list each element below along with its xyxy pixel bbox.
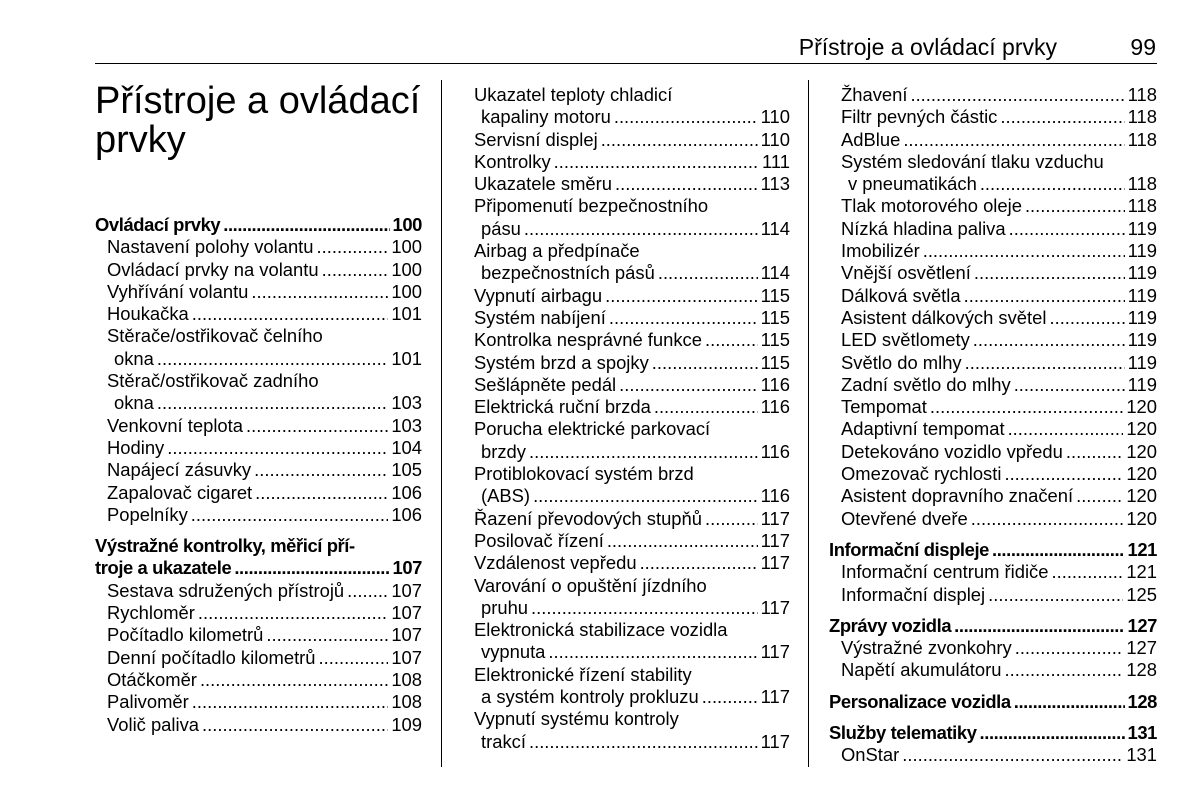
toc-entry [95, 714, 422, 736]
toc-entry-text: vypnuta [481, 641, 546, 663]
toc-entry [829, 151, 1157, 196]
toc-entry-text: Vypnutí systému kontroly [474, 708, 679, 730]
dot-leader [654, 396, 758, 418]
toc-page-number: 117 [760, 686, 790, 708]
dot-leader [1051, 561, 1123, 583]
dot-leader [167, 437, 388, 459]
toc-page-number: 115 [760, 284, 790, 306]
toc-entry [829, 441, 1157, 463]
dot-leader [930, 396, 1123, 418]
toc-entry [474, 575, 790, 620]
toc-entry [829, 262, 1157, 284]
toc-entry [95, 624, 422, 646]
toc-entry-text: Výstražné kontrolky, měřicí pří- [95, 535, 355, 557]
toc-entry [95, 259, 422, 281]
toc-page-number: 131 [1126, 744, 1157, 766]
toc-entry-text: Kontrolka nesprávné funkce [474, 329, 702, 351]
header-rule [95, 63, 1157, 64]
toc-page-number: 108 [391, 691, 422, 713]
toc-entry-text: Asistent dopravního značení [841, 485, 1074, 507]
toc-page-number: 131 [1127, 722, 1157, 744]
header-title: Přístroje a ovládací prvky [798, 34, 1057, 60]
toc-page-number: 120 [1126, 418, 1157, 440]
toc-page-number: 107 [391, 646, 422, 668]
toc-page-number: 103 [391, 392, 422, 414]
toc-page-number: 117 [760, 730, 790, 752]
toc-column-3 [829, 84, 1157, 767]
toc-page-number: 103 [391, 414, 422, 436]
toc-entry-text: Kontrolky [474, 150, 551, 172]
toc-entry [474, 708, 790, 753]
toc-entry-text: Informační displej [841, 583, 986, 605]
toc-entry [474, 396, 790, 418]
dot-leader [619, 374, 758, 396]
dot-leader [1015, 637, 1124, 659]
dot-leader [973, 329, 1125, 351]
toc-page-number: 107 [392, 557, 422, 579]
toc-entry [95, 370, 422, 415]
toc-page-number: 100 [391, 236, 422, 258]
toc-entry [474, 307, 790, 329]
dot-leader [548, 641, 757, 663]
dot-leader [266, 624, 388, 646]
toc-entry-text: Zapalovač cigaret [107, 481, 253, 503]
toc-page-number: 119 [1127, 217, 1157, 239]
toc-entry-text: Porucha elektrické parkovací [474, 418, 711, 440]
toc-entry [829, 691, 1157, 713]
page-number: 99 [1130, 34, 1156, 60]
toc-page-number: 116 [760, 373, 790, 395]
dot-leader [192, 303, 389, 325]
toc-entry-text: trakcí [481, 730, 526, 752]
toc-page-number: 121 [1126, 561, 1157, 583]
toc-page-number: 127 [1126, 637, 1157, 659]
toc-entry [474, 195, 790, 240]
toc-entry-text: Informační centrum řidiče [841, 561, 1049, 583]
toc-entry-text: a systém kontroly prokluzu [481, 686, 699, 708]
toc-page-number: 117 [760, 641, 790, 663]
toc-entry [829, 352, 1157, 374]
toc-entry-text: Napájecí zásuvky [107, 459, 252, 481]
toc-entry [95, 580, 422, 602]
toc-entry [95, 281, 422, 303]
toc-entry [474, 374, 790, 396]
toc-entry-text: bezpečnostních pásů [481, 262, 655, 284]
toc-page-number: 108 [391, 668, 422, 690]
toc-entry [474, 508, 790, 530]
dot-leader [1005, 659, 1124, 681]
dot-leader [1049, 307, 1124, 329]
dot-leader [609, 307, 758, 329]
dot-leader [705, 329, 758, 351]
toc-entry [474, 530, 790, 552]
toc-page-number: 114 [760, 217, 790, 239]
toc-entry [829, 129, 1157, 151]
toc-entry [474, 84, 790, 129]
dot-leader [246, 415, 388, 437]
toc-page-number: 110 [760, 128, 790, 150]
toc-entry-text: Připomenutí bezpečnostního [474, 195, 709, 217]
toc-page-number: 116 [760, 396, 790, 418]
dot-leader [191, 504, 389, 526]
toc-page-number: 100 [392, 214, 422, 235]
toc-entry [829, 659, 1157, 681]
toc-page-number: 119 [1127, 329, 1157, 351]
toc-page-number: 100 [391, 280, 422, 302]
dot-leader [1066, 441, 1123, 463]
toc-entry [829, 539, 1157, 561]
toc-entry-text: Žhavení [841, 84, 908, 105]
toc-entry-text: Rychloměr [107, 602, 195, 624]
dot-leader [524, 218, 758, 240]
toc-page-number: 107 [391, 624, 422, 646]
dot-leader [974, 262, 1125, 284]
toc-entry-text: v pneumatikách [848, 173, 977, 195]
toc-entry-text: Počítadlo kilometrů [107, 624, 264, 646]
dot-leader [531, 597, 758, 619]
column-divider-1 [441, 80, 442, 767]
toc-entry [474, 619, 790, 664]
toc-page-number: 116 [760, 440, 790, 462]
toc-entry-text: Otáčkoměr [107, 668, 197, 690]
dot-leader [192, 691, 389, 713]
dot-leader [605, 285, 758, 307]
toc-entry-text: Ukazatele směru [474, 173, 612, 195]
toc-entry-text: Stěrače/ostřikovač čelního [107, 325, 323, 347]
dot-leader [601, 129, 758, 151]
toc-entry-text: Zprávy vozidla [829, 614, 952, 636]
dot-leader [317, 236, 389, 258]
dot-leader [702, 686, 758, 708]
toc-entry [829, 307, 1157, 329]
dot-leader [198, 602, 388, 624]
toc-entry [829, 485, 1157, 507]
toc-entry [474, 151, 790, 173]
dot-leader [607, 530, 758, 552]
toc-page-number: 107 [391, 579, 422, 601]
toc-page-number: 109 [391, 713, 422, 735]
toc-entry [95, 535, 422, 580]
toc-entry-text: Tempomat [841, 396, 927, 418]
toc-entry [95, 236, 422, 258]
toc-page-number: 101 [391, 347, 422, 369]
dot-leader [223, 214, 389, 236]
toc-entry-text: Varování o opuštění jízdního [474, 574, 707, 596]
toc-entry [829, 561, 1157, 583]
toc-entry-text: LED světlomety [841, 329, 970, 351]
toc-entry-text: Posilovač řízení [474, 529, 604, 551]
toc-entry [829, 240, 1157, 262]
toc-page-number: 101 [391, 303, 422, 325]
dot-leader [200, 669, 388, 691]
toc-entry-text: Služby telematiky [829, 722, 977, 744]
toc-entry [829, 374, 1157, 396]
toc-entry-text: Imobilizér [841, 240, 920, 262]
column-divider-2 [808, 80, 809, 767]
toc-page-number: 118 [1127, 173, 1157, 195]
toc-page-number: 121 [1127, 538, 1157, 560]
toc-entry [95, 669, 422, 691]
toc-entry-text: Ukazatel teploty chladicí [474, 84, 673, 105]
toc-entry [95, 437, 422, 459]
toc-entry [95, 459, 422, 481]
toc-page-number: 117 [760, 507, 790, 529]
toc-page-number: 106 [391, 503, 422, 525]
toc-entry [829, 396, 1157, 418]
dot-leader [988, 584, 1123, 606]
toc-page-number: 120 [1126, 440, 1157, 462]
toc-entry-text: Asistent dálkových světel [841, 306, 1047, 328]
dot-leader [971, 508, 1124, 530]
toc-entry [474, 285, 790, 307]
dot-leader [903, 129, 1124, 151]
toc-entry-text: Airbag a předpínače [474, 240, 640, 262]
toc-entry [474, 664, 790, 709]
toc-entry-text: Výstražné zvonkohry [841, 637, 1012, 659]
toc-entry-text: OnStar [841, 744, 900, 766]
toc-page-number: 117 [760, 552, 790, 574]
toc-entry [829, 106, 1157, 128]
toc-entry [829, 615, 1157, 637]
dot-leader [1014, 374, 1125, 396]
toc-entry-text: Sešlápněte pedál [474, 373, 617, 395]
toc-entry [95, 482, 422, 504]
dot-leader [319, 647, 389, 669]
toc-page-number: 118 [1127, 195, 1157, 217]
toc-entry-text: brzdy [481, 440, 526, 462]
dot-leader [923, 240, 1125, 262]
toc-page-number: 127 [1127, 614, 1157, 636]
toc-entry-text: Ovládací prvky na volantu [107, 258, 319, 280]
toc-page-number: 113 [760, 173, 790, 195]
toc-entry [95, 415, 422, 437]
toc-entry-text: pruhu [481, 596, 529, 618]
toc-page-number: 119 [1127, 351, 1157, 373]
toc-entry [829, 463, 1157, 485]
toc-entry-text: Stěrač/ostřikovač zadního [107, 370, 319, 392]
toc-entry [474, 240, 790, 285]
toc-column-1 [95, 214, 422, 736]
toc-page-number: 110 [760, 106, 790, 128]
toc-entry [829, 195, 1157, 217]
toc-entry-text: Servisní displej [474, 128, 598, 150]
toc-entry-text: Houkačka [107, 303, 189, 325]
toc-page-number: 117 [760, 596, 790, 618]
toc-entry-text: kapaliny motoru [481, 106, 611, 128]
dot-leader [954, 615, 1124, 637]
toc-entry-text: Informační displeje [829, 538, 989, 560]
toc-entry-text: Vypnutí airbagu [474, 284, 603, 306]
toc-entry-text: okna [114, 392, 154, 414]
dot-leader [157, 392, 388, 414]
toc-entry [829, 508, 1157, 530]
toc-page-number: 118 [1127, 84, 1157, 105]
toc-page-number: 119 [1127, 373, 1157, 395]
toc-page-number: 117 [760, 529, 790, 551]
dot-leader [1008, 418, 1124, 440]
toc-entry-text: Venkovní teplota [107, 414, 243, 436]
toc-entry-text: Filtr pevných částic [841, 106, 998, 128]
toc-entry-text: troje a ukazatele [95, 557, 232, 579]
toc-page-number: 115 [760, 351, 790, 373]
dot-leader [529, 441, 758, 463]
toc-entry [95, 602, 422, 624]
dot-leader [202, 714, 388, 736]
toc-entry-text: Nízká hladina paliva [841, 217, 1006, 239]
toc-page-number: 100 [391, 258, 422, 280]
toc-entry-text: Ovládací prvky [95, 214, 221, 235]
toc-entry-text: okna [114, 347, 154, 369]
toc-page-number: 120 [1126, 507, 1157, 529]
dot-leader [640, 552, 758, 574]
toc-entry [829, 744, 1157, 766]
toc-page-number: 114 [760, 262, 790, 284]
toc-entry [829, 418, 1157, 440]
toc-page-number: 105 [391, 459, 422, 481]
dot-leader [965, 352, 1125, 374]
toc-entry-text: Systém brzd a spojky [474, 351, 649, 373]
toc-entry [829, 218, 1157, 240]
dot-leader [533, 485, 758, 507]
toc-page-number: 118 [1127, 128, 1157, 150]
toc-page-number: 107 [391, 602, 422, 624]
dot-leader [157, 348, 388, 370]
dot-leader [658, 262, 758, 284]
toc-entry-text: pásu [481, 217, 521, 239]
toc-entry [829, 637, 1157, 659]
toc-entry [95, 214, 422, 236]
toc-entry-text: Detekováno vozidlo vpředu [841, 440, 1063, 462]
dot-leader [614, 106, 758, 128]
toc-page-number: 116 [760, 485, 790, 507]
toc-entry [829, 584, 1157, 606]
dot-leader [529, 731, 758, 753]
toc-entry-text: Popelníky [107, 503, 188, 525]
toc-page-number: 119 [1127, 284, 1157, 306]
toc-entry-text: Otevřené dveře [841, 507, 968, 529]
toc-page-number: 128 [1126, 659, 1157, 681]
toc-entry-text: Tlak motorového oleje [841, 195, 1022, 217]
toc-entry-text: Systém sledování tlaku vzduchu [841, 150, 1104, 172]
toc-entry [95, 504, 422, 526]
toc-entry-text: Palivoměr [107, 691, 189, 713]
toc-entry [95, 325, 422, 370]
toc-entry-text: Světlo do mlhy [841, 351, 962, 373]
toc-entry-text: Elektrická ruční brzda [474, 396, 651, 418]
toc-page-number: 106 [391, 481, 422, 503]
toc-page-number: 120 [1126, 396, 1157, 418]
toc-entry-text: Nastavení polohy volantu [107, 236, 314, 258]
toc-entry-text: Dálková světla [841, 284, 961, 306]
toc-entry-text: AdBlue [841, 128, 901, 150]
toc-entry-text: Elektronická stabilizace vozidla [474, 619, 728, 641]
chapter-title: Přístroje a ovládací prvky [95, 80, 421, 161]
toc-entry [474, 329, 790, 351]
toc-entry [95, 691, 422, 713]
toc-entry-text: Vzdálenost vepředu [474, 552, 637, 574]
dot-leader [251, 281, 388, 303]
toc-entry-text: Adaptivní tempomat [841, 418, 1005, 440]
toc-entry [474, 173, 790, 195]
dot-leader [255, 482, 388, 504]
toc-page-number: 104 [391, 436, 422, 458]
dot-leader [234, 557, 389, 579]
toc-entry [474, 463, 790, 508]
dot-leader [1014, 691, 1125, 713]
toc-entry-text: Vnější osvětlení [841, 262, 971, 284]
toc-page-number: 120 [1126, 463, 1157, 485]
toc-page-number: 128 [1127, 690, 1157, 712]
toc-entry [829, 84, 1157, 106]
toc-entry [95, 647, 422, 669]
dot-leader [964, 285, 1125, 307]
dot-leader [615, 173, 758, 195]
toc-entry-text: Systém nabíjení [474, 306, 606, 328]
toc-entry-text: Elektronické řízení stability [474, 663, 692, 685]
toc-entry-text: Hodiny [107, 436, 165, 458]
toc-entry-text: Protiblokovací systém brzd [474, 463, 694, 485]
toc-entry [474, 352, 790, 374]
toc-entry-text: (ABS) [481, 485, 531, 507]
toc-entry [474, 418, 790, 463]
dot-leader [1076, 485, 1123, 507]
toc-entry-text: Omezovač rychlosti [841, 463, 1002, 485]
toc-entry-text: Personalizace vozidla [829, 690, 1011, 712]
dot-leader [980, 722, 1125, 744]
dot-leader [1025, 195, 1125, 217]
dot-leader [1004, 463, 1123, 485]
toc-entry-text: Volič paliva [107, 713, 200, 735]
dot-leader [705, 508, 758, 530]
toc-entry-text: Řazení převodových stupňů [474, 507, 702, 529]
toc-entry-text: Napětí akumulátoru [841, 659, 1002, 681]
toc-column-2 [474, 84, 790, 753]
dot-leader [322, 259, 389, 281]
toc-entry-text: Zadní světlo do mlhy [841, 373, 1011, 395]
toc-entry [474, 552, 790, 574]
dot-leader [347, 580, 388, 602]
toc-page-number: 119 [1127, 262, 1157, 284]
dot-leader [1000, 106, 1124, 128]
toc-page-number: 119 [1127, 306, 1157, 328]
toc-entry [829, 329, 1157, 351]
toc-page-number: 125 [1126, 583, 1157, 605]
dot-leader [254, 459, 388, 481]
toc-entry [829, 722, 1157, 744]
toc-entry-text: Denní počítadlo kilometrů [107, 646, 316, 668]
dot-leader [554, 151, 759, 173]
toc-page-number: 118 [1127, 106, 1157, 128]
toc-page-number: 120 [1126, 485, 1157, 507]
toc-entry [95, 303, 422, 325]
toc-page-number: 111 [762, 150, 790, 172]
toc-page-number: 115 [760, 329, 790, 351]
dot-leader [980, 173, 1125, 195]
toc-entry [474, 129, 790, 151]
toc-entry [829, 285, 1157, 307]
toc-entry-text: Sestava sdružených přístrojů [107, 579, 345, 601]
toc-page-number: 119 [1127, 240, 1157, 262]
toc-entry-text: Vyhřívání volantu [107, 280, 249, 302]
dot-leader [902, 744, 1123, 766]
toc-page-number: 115 [760, 306, 790, 328]
dot-leader [652, 352, 758, 374]
dot-leader [910, 84, 1124, 106]
dot-leader [992, 539, 1125, 561]
dot-leader [1009, 218, 1125, 240]
